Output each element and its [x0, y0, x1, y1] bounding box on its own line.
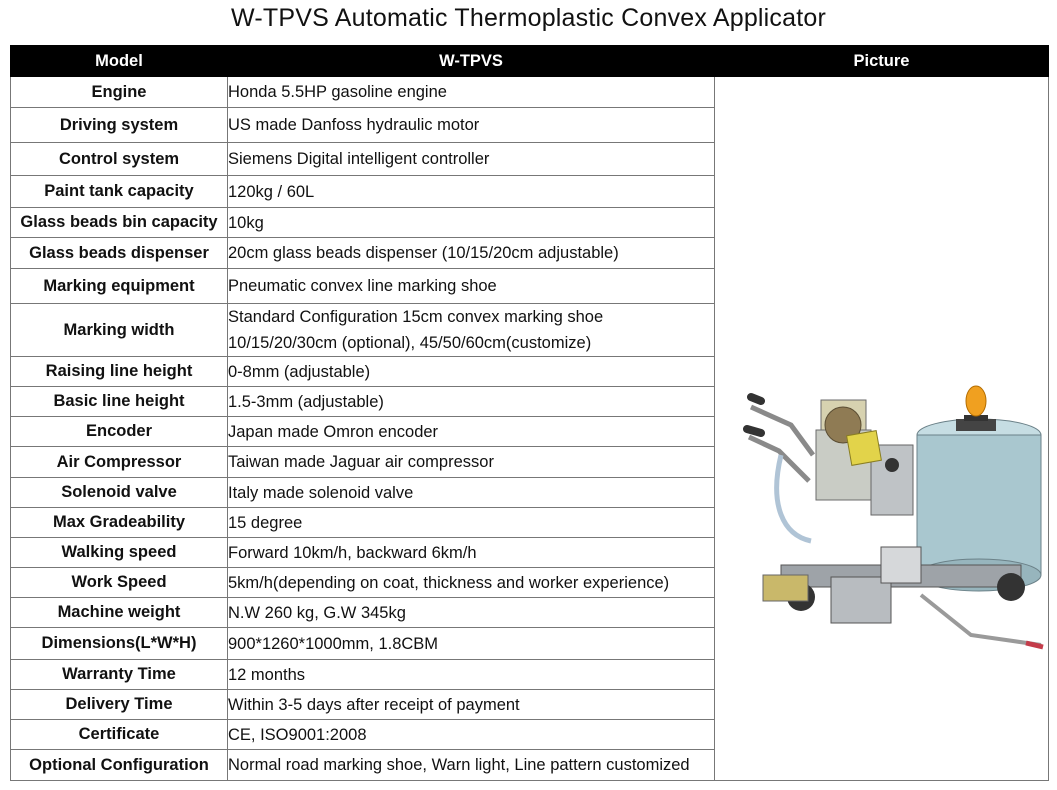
header-picture: Picture — [715, 46, 1049, 77]
spec-value-line: Pneumatic convex line marking shoe — [228, 277, 497, 295]
spec-label: Encoder — [11, 417, 228, 447]
spec-label: Air Compressor — [11, 447, 228, 478]
spec-value-line: Standard Configuration 15cm convex marking shoe — [228, 308, 604, 326]
spec-label: Work Speed — [11, 568, 228, 598]
spec-value — [228, 690, 715, 720]
spec-value — [228, 538, 715, 568]
header-value: W-TPVS — [228, 46, 715, 77]
table-header-row — [11, 46, 1049, 77]
spec-value-line: Taiwan made Jaguar air compressor — [228, 453, 494, 471]
spec-label: Walking speed — [11, 538, 228, 568]
road-marking-machine-icon — [721, 305, 1051, 665]
spec-value-line: Italy made solenoid valve — [228, 483, 414, 502]
spec-label: Control system — [11, 143, 228, 176]
machine-picture — [715, 77, 1049, 780]
spec-value — [228, 269, 715, 304]
spec-label: Engine — [11, 77, 228, 108]
spec-value-line: 10kg — [228, 213, 264, 232]
spec-label: Machine weight — [11, 598, 228, 628]
picture-cell — [715, 77, 1049, 781]
spec-value — [228, 508, 715, 538]
spec-label: Warranty Time — [11, 660, 228, 690]
header-model: Model — [11, 46, 228, 77]
spec-value-line: Normal road marking shoe, Warn light, Line pattern customized — [228, 756, 690, 774]
spec-value — [228, 598, 715, 628]
spec-value — [228, 77, 715, 108]
spec-value-line: 5km/h(depending on coat, thickness and worker experience) — [228, 573, 670, 592]
table-row — [11, 77, 1049, 108]
spec-label: Optional Configuration — [11, 750, 228, 781]
spec-value — [228, 447, 715, 478]
spec-label: Certificate — [11, 720, 228, 750]
spec-value-line: CE, ISO9001:2008 — [228, 725, 367, 744]
spec-label: Marking width — [11, 304, 228, 357]
spec-value — [228, 357, 715, 387]
spec-value-line: Honda 5.5HP gasoline engine — [228, 83, 447, 101]
spec-value — [228, 176, 715, 208]
spec-value-line: N.W 260 kg, G.W 345kg — [228, 603, 406, 622]
spec-label: Marking equipment — [11, 269, 228, 304]
spec-value — [228, 478, 715, 508]
spec-label: Raising line height — [11, 357, 228, 387]
spec-label: Glass beads bin capacity — [11, 208, 228, 238]
spec-value — [228, 417, 715, 447]
spec-label: Delivery Time — [11, 690, 228, 720]
spec-value-line: 20cm glass beads dispenser (10/15/20cm adjustable) — [228, 244, 619, 262]
spec-label: Paint tank capacity — [11, 176, 228, 208]
spec-value-line: 900*1260*1000mm, 1.8CBM — [228, 634, 439, 653]
spec-value-line: 12 months — [228, 665, 306, 684]
spec-value — [228, 108, 715, 143]
spec-value-line: 15 degree — [228, 513, 303, 532]
spec-value-line: 10/15/20/30cm (optional), 45/50/60cm(customize) — [228, 334, 592, 352]
spec-label: Max Gradeability — [11, 508, 228, 538]
spec-value-line: Forward 10km/h, backward 6km/h — [228, 543, 477, 562]
spec-value-line: Japan made Omron encoder — [228, 422, 439, 441]
spec-value — [228, 304, 715, 357]
page-title: W-TPVS Automatic Thermoplastic Convex Applicator — [230, 4, 827, 32]
spec-value — [228, 660, 715, 690]
spec-value — [228, 750, 715, 781]
spec-label: Dimensions(L*W*H) — [11, 628, 228, 660]
spec-label: Driving system — [11, 108, 228, 143]
spec-value — [228, 208, 715, 238]
spec-value-line: Within 3-5 days after receipt of payment — [228, 695, 520, 714]
spec-value-line: 0-8mm (adjustable) — [228, 362, 371, 381]
spec-value-line: US made Danfoss hydraulic motor — [228, 116, 480, 134]
spec-value — [228, 720, 715, 750]
spec-value-line: Siemens Digital intelligent controller — [228, 150, 490, 168]
spec-value — [228, 387, 715, 417]
spec-value — [228, 143, 715, 176]
spec-table — [10, 45, 1049, 781]
spec-label: Solenoid valve — [11, 478, 228, 508]
spec-label: Basic line height — [11, 387, 228, 417]
spec-value — [228, 238, 715, 269]
spec-value — [228, 628, 715, 660]
spec-value-line: 120kg / 60L — [228, 182, 315, 201]
spec-value — [228, 568, 715, 598]
spec-value-line: 1.5-3mm (adjustable) — [228, 392, 384, 411]
spec-label: Glass beads dispenser — [11, 238, 228, 269]
